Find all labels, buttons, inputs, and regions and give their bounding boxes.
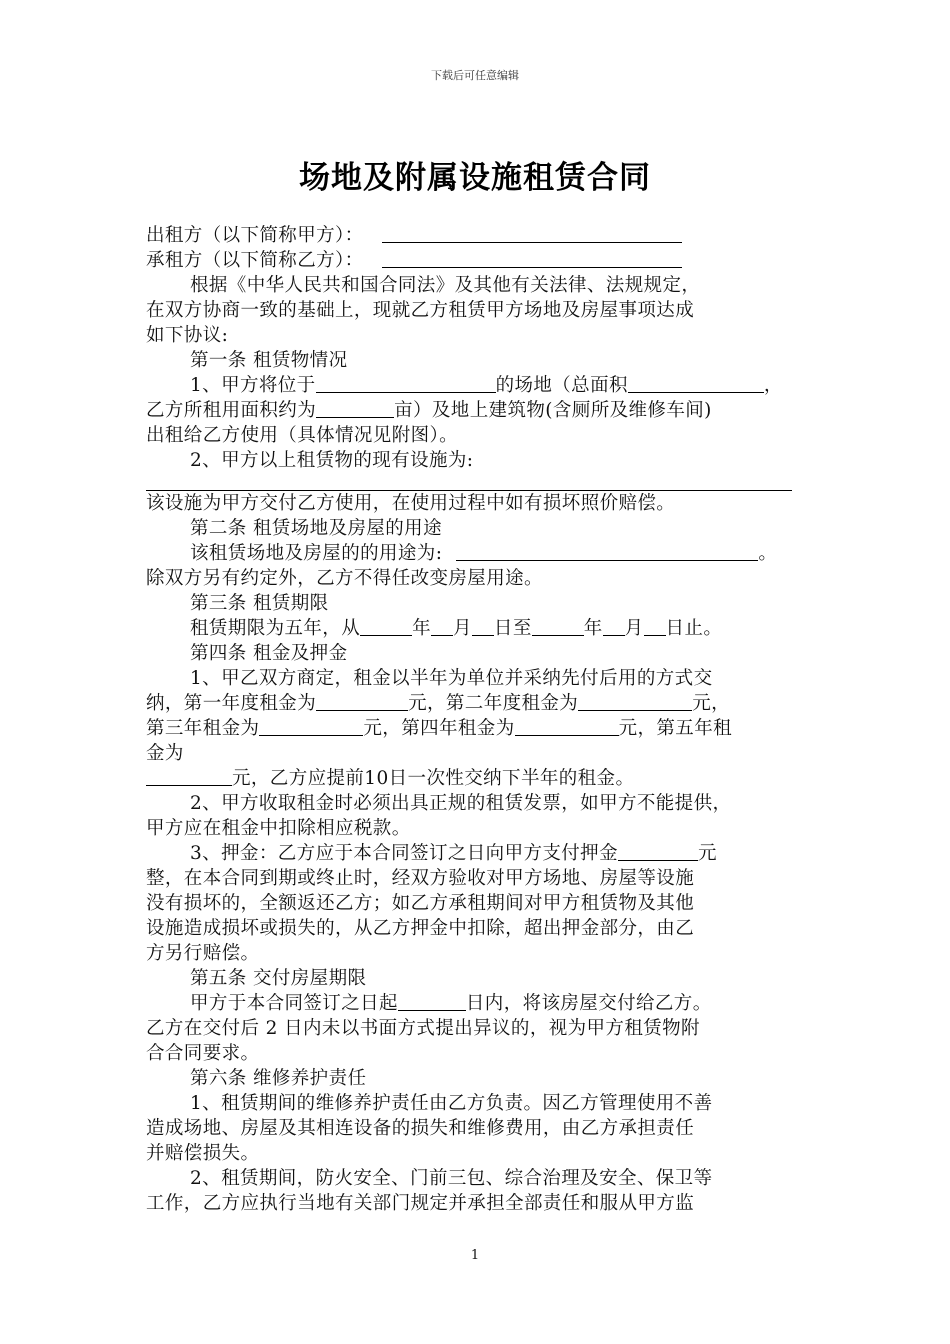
fill-blank bbox=[316, 398, 394, 418]
fill-blank bbox=[578, 691, 692, 711]
text: 第三年租金为 bbox=[146, 718, 260, 739]
text: 该租赁场地及房屋的的用途为: bbox=[190, 543, 443, 564]
text: 元，第二年度租金为 bbox=[408, 693, 579, 714]
paragraph-line: 1、甲乙双方商定，租金以半年为单位并采纳先付后用的方式交 bbox=[190, 668, 713, 689]
text: 月 bbox=[624, 618, 644, 639]
text: 元，第四年租金为 bbox=[363, 718, 515, 739]
fill-blank bbox=[382, 223, 682, 243]
paragraph-line: 整，在本合同到期或终止时，经双方验收对甲方场地、房屋等设施 bbox=[146, 868, 695, 889]
fill-blank bbox=[628, 373, 764, 393]
text: 月 bbox=[453, 618, 472, 639]
paragraph-line bbox=[146, 841, 814, 866]
fill-blank bbox=[515, 716, 619, 736]
paragraph-line bbox=[146, 373, 814, 398]
paragraph-line: 工作，乙方应执行当地有关部门规定并承担全部责任和服从甲方监 bbox=[146, 1193, 695, 1214]
paragraph-line bbox=[146, 716, 814, 741]
text: 年 bbox=[412, 618, 432, 639]
fill-blank bbox=[644, 616, 666, 636]
text: 承租方（以下简称乙方）： bbox=[146, 250, 364, 271]
text: 纳，第一年度租金为 bbox=[146, 693, 317, 714]
paragraph-line: 乙方在交付后 2 日内未以书面方式提出异议的，视为甲方租赁物附 bbox=[146, 1018, 700, 1039]
paragraph-line: 2、租赁期间，防火安全、门前三包、综合治理及安全、保卫等 bbox=[190, 1168, 713, 1189]
paragraph-line: 金为 bbox=[146, 743, 184, 764]
fill-blank bbox=[382, 248, 682, 268]
paragraph-line bbox=[146, 616, 814, 641]
text: 元 bbox=[697, 843, 717, 864]
lessor-line bbox=[146, 223, 814, 248]
text: 亩）及地上建筑物(含厕所及维修车间) bbox=[394, 400, 712, 421]
page-number: 1 bbox=[470, 1248, 480, 1263]
text: 3、押金：乙方应于本合同签订之日向甲方支付押金 bbox=[190, 843, 618, 864]
article-heading: 第四条 租金及押金 bbox=[190, 643, 348, 664]
fill-blank bbox=[532, 616, 584, 636]
text: ， bbox=[763, 375, 783, 396]
document-title: 场地及附属设施租赁合同 bbox=[299, 160, 651, 196]
fill-blank bbox=[603, 616, 625, 636]
text: 元，乙方应提前10日一次性交纳下半年的租金。 bbox=[232, 768, 635, 789]
paragraph-line: 出租给乙方使用（具体情况见附图）。 bbox=[146, 425, 459, 446]
text: 租赁期限为五年，从 bbox=[190, 618, 361, 639]
text: 年 bbox=[583, 618, 603, 639]
paragraph-line: 2、甲方收取租金时必须出具正规的租赁发票，如甲方不能提供， bbox=[190, 793, 732, 814]
text: 出租方（以下简称甲方）： bbox=[146, 225, 364, 246]
paragraph-line: 甲方应在租金中扣除相应税款。 bbox=[146, 818, 411, 839]
lessee-line bbox=[146, 248, 814, 273]
text: 日止。 bbox=[665, 618, 723, 639]
paragraph-line: 除双方另有约定外，乙方不得任改变房屋用途。 bbox=[146, 568, 543, 589]
fill-blank bbox=[472, 616, 494, 636]
text: 的场地（总面积 bbox=[495, 375, 628, 396]
article-heading: 第二条 租赁场地及房屋的用途 bbox=[190, 518, 442, 539]
paragraph-line: 在双方协商一致的基础上，现就乙方租赁甲方场地及房屋事项达成 bbox=[146, 300, 695, 321]
paragraph-line: 1、租赁期间的维修养护责任由乙方负责。因乙方管理使用不善 bbox=[190, 1093, 713, 1114]
article-heading: 第三条 租赁期限 bbox=[190, 593, 329, 614]
fill-blank bbox=[360, 616, 412, 636]
fill-blank bbox=[316, 691, 408, 711]
paragraph-line bbox=[146, 991, 814, 1016]
paragraph-line bbox=[146, 398, 814, 423]
article-heading: 第一条 租赁物情况 bbox=[190, 350, 348, 371]
text: 乙方所租用面积约为 bbox=[146, 400, 317, 421]
paragraph-line: 并赔偿损失。 bbox=[146, 1143, 260, 1164]
paragraph-line: 2、甲方以上租赁物的现有设施为: bbox=[190, 450, 474, 471]
fill-blank bbox=[146, 473, 792, 491]
paragraph-line: 没有损坏的，全额返还乙方；如乙方承租期间对甲方租赁物及其他 bbox=[146, 893, 695, 914]
text: 1、甲方将位于 bbox=[190, 375, 316, 396]
fill-blank bbox=[398, 991, 466, 1011]
contract-body bbox=[146, 223, 814, 1216]
article-heading: 第五条 交付房屋期限 bbox=[190, 968, 367, 989]
fill-blank bbox=[146, 766, 232, 786]
paragraph-line: 造成场地、房屋及其相连设备的损失和维修费用，由乙方承担责任 bbox=[146, 1118, 695, 1139]
paragraph-line bbox=[146, 541, 814, 566]
text: 元， bbox=[692, 693, 731, 714]
paragraph-line bbox=[146, 691, 814, 716]
text: 甲方于本合同签订之日起 bbox=[190, 993, 398, 1014]
header-note: 下载后可任意编辑 bbox=[431, 69, 519, 82]
paragraph-line: 方另行赔偿。 bbox=[146, 943, 260, 964]
paragraph-line: 如下协议: bbox=[146, 325, 229, 346]
text: 日至 bbox=[493, 618, 532, 639]
fill-blank bbox=[316, 373, 496, 393]
article-heading: 第六条 维修养护责任 bbox=[190, 1068, 367, 1089]
fill-blank bbox=[618, 841, 698, 861]
fill-blank bbox=[456, 541, 758, 561]
paragraph-line: 设施造成损坏或损失的，从乙方押金中扣除，超出押金部分，由乙 bbox=[146, 918, 695, 939]
paragraph-line: 合合同要求。 bbox=[146, 1043, 260, 1064]
text: 。 bbox=[758, 543, 778, 564]
fill-blank bbox=[259, 716, 363, 736]
paragraph-line: 该设施为甲方交付乙方使用，在使用过程中如有损坏照价赔偿。 bbox=[146, 493, 676, 514]
text: 日内，将该房屋交付给乙方。 bbox=[465, 993, 712, 1014]
paragraph-line bbox=[146, 766, 814, 791]
fill-blank bbox=[431, 616, 453, 636]
text: 元，第五年租 bbox=[618, 718, 733, 739]
paragraph-line: 根据《中华人民共和国合同法》及其他有关法律、法规规定， bbox=[190, 275, 701, 296]
